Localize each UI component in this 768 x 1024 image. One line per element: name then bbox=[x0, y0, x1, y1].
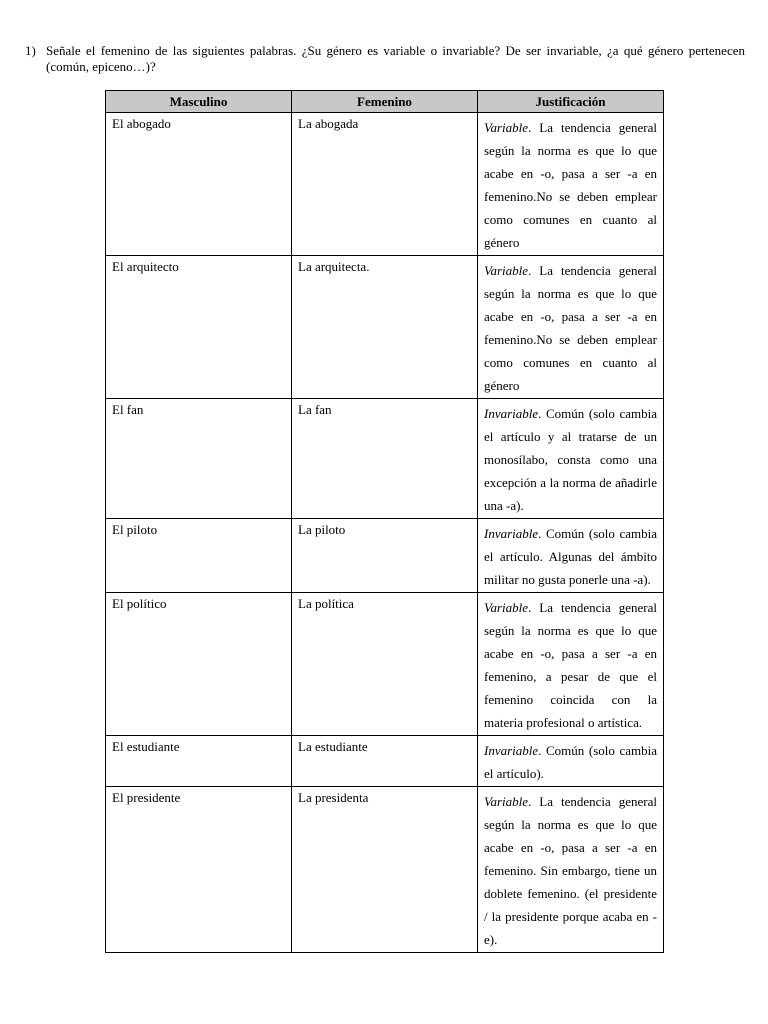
cell-justificacion bbox=[478, 519, 664, 593]
cell-femenino: La piloto bbox=[292, 519, 478, 593]
cell-justificacion bbox=[478, 787, 664, 953]
cell-masculino: El arquitecto bbox=[106, 256, 292, 399]
cell-masculino: El abogado bbox=[106, 113, 292, 256]
question-number: 1) bbox=[25, 43, 36, 58]
cell-masculino: El piloto bbox=[106, 519, 292, 593]
gender-status: Variable bbox=[484, 263, 529, 278]
table-row bbox=[106, 256, 664, 399]
cell-masculino: El político bbox=[106, 593, 292, 736]
cell-justificacion bbox=[478, 593, 664, 736]
table-header bbox=[106, 91, 664, 113]
justification-text: . La tendencia general según la norma es que lo que acabe en -o, pasa a ser -a en femenino.No se deben emplear como comunes en cuanto al género bbox=[484, 120, 657, 250]
cell-femenino: La presidenta bbox=[292, 787, 478, 953]
justification-text: . La tendencia general según la norma es que lo que acabe en -o, pasa a ser -a en femenino.No se deben emplear como comunes en cuanto al género bbox=[484, 263, 657, 393]
justification-text: . Común (solo cambia el artículo). bbox=[484, 743, 657, 781]
gender-status: Variable bbox=[484, 794, 529, 809]
cell-justificacion bbox=[478, 113, 664, 256]
gender-status: Invariable bbox=[484, 526, 539, 541]
justification-text: . Común (solo cambia el artículo y al tratarse de un monosílabo, consta como una excepción a la norma de añadirle una -a). bbox=[484, 406, 657, 513]
gender-table bbox=[105, 90, 664, 953]
table-row bbox=[106, 113, 664, 256]
header-masculino: Masculino bbox=[106, 91, 292, 113]
header-femenino: Femenino bbox=[292, 91, 478, 113]
table-row bbox=[106, 787, 664, 953]
header-justificacion: Justificación bbox=[478, 91, 664, 113]
cell-masculino: El presidente bbox=[106, 787, 292, 953]
table-row bbox=[106, 399, 664, 519]
cell-femenino: La fan bbox=[292, 399, 478, 519]
table-body bbox=[106, 113, 664, 953]
table-row bbox=[106, 736, 664, 787]
cell-femenino: La arquitecta. bbox=[292, 256, 478, 399]
cell-masculino: El fan bbox=[106, 399, 292, 519]
cell-masculino: El estudiante bbox=[106, 736, 292, 787]
gender-status: Invariable bbox=[484, 406, 539, 421]
cell-justificacion bbox=[478, 399, 664, 519]
table-row bbox=[106, 593, 664, 736]
gender-status: Variable bbox=[484, 600, 529, 615]
cell-femenino: La política bbox=[292, 593, 478, 736]
header-row bbox=[106, 91, 664, 113]
justification-text: . Común (solo cambia el artículo. Algunas del ámbito militar no gusta ponerle una -a). bbox=[484, 526, 657, 587]
table-row bbox=[106, 519, 664, 593]
gender-status: Variable bbox=[484, 120, 529, 135]
cell-femenino: La estudiante bbox=[292, 736, 478, 787]
justification-text: . La tendencia general según la norma es que lo que acabe en -o, pasa a ser -a en femenino. Sin embargo, tiene un doblete femenino. (el presidente / la presidente porque acaba en -e). bbox=[484, 794, 657, 947]
justification-text: . La tendencia general según la norma es que lo que acabe en -o, pasa a ser -a en femenino, a pesar de que el femenino coincida con la materia profesional o artística. bbox=[484, 600, 657, 730]
question bbox=[25, 43, 745, 75]
question-text: Señale el femenino de las siguientes palabras. ¿Su género es variable o invariable? De ser invariable, ¿a qué género pertenecen (común, epiceno…)? bbox=[46, 43, 745, 74]
gender-status: Invariable bbox=[484, 743, 539, 758]
cell-justificacion bbox=[478, 256, 664, 399]
cell-justificacion bbox=[478, 736, 664, 787]
cell-femenino: La abogada bbox=[292, 113, 478, 256]
